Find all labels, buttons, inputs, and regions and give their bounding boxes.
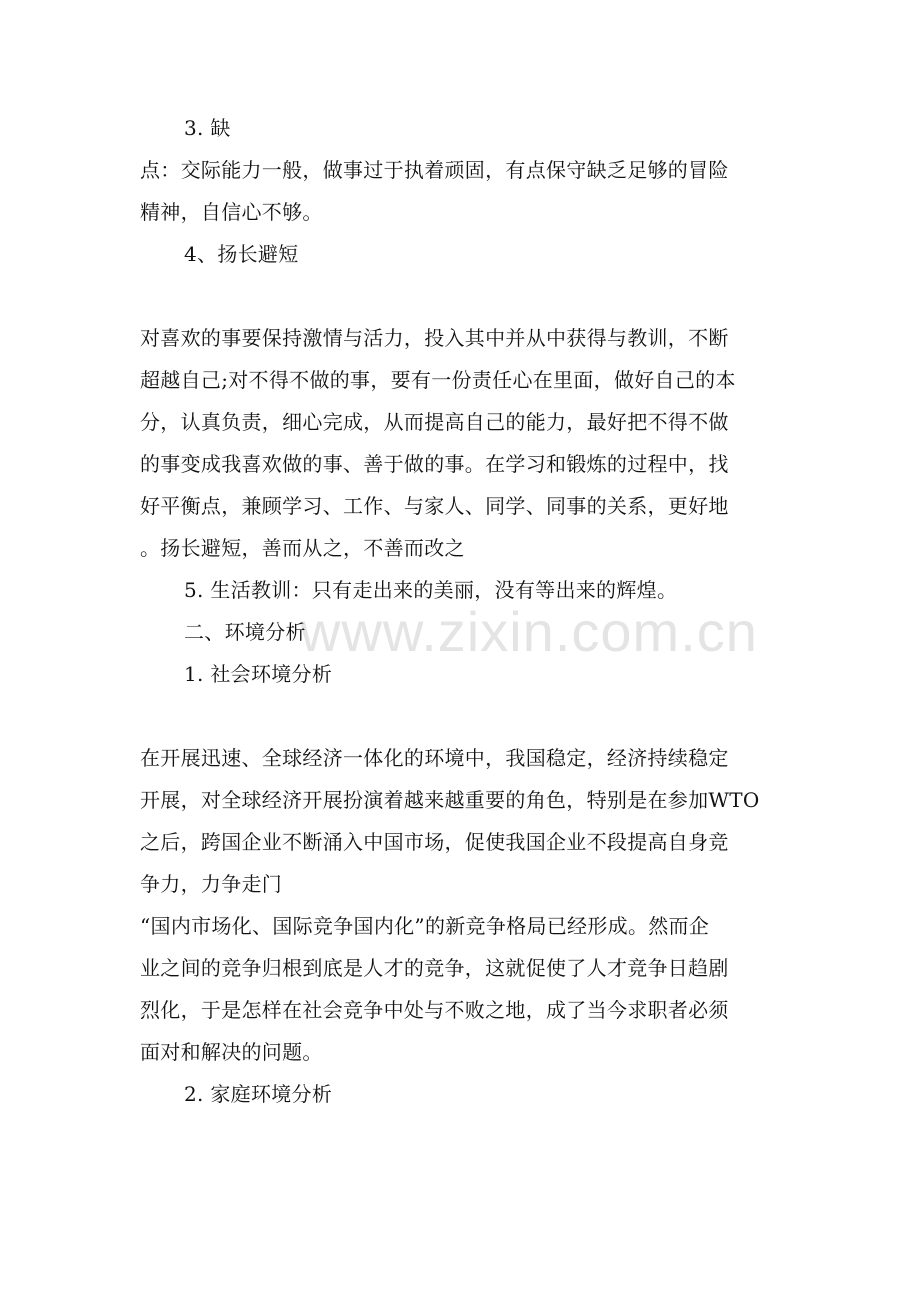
- paragraph-line: 好平衡点，兼顾学习、工作、与家人、同学、同事的关系，更好地: [140, 494, 729, 518]
- paragraph-line: 对喜欢的事要保持激情与活力，投入其中并从中获得与教训，不断: [140, 326, 729, 350]
- paragraph-line: “国内市场化、国际竞争国内化”的新竞争格局已经形成。然而企: [140, 914, 710, 938]
- paragraph-line: 的事变成我喜欢做的事、善于做的事。在学习和锻炼的过程中，找: [140, 452, 729, 476]
- heading-social-environment: 1. 社会环境分析: [184, 662, 333, 686]
- paragraph-line: 争力，力争走门: [140, 872, 283, 896]
- paragraph-line: 精神，自信心不够。: [140, 200, 323, 224]
- heading-weakness: 3. 缺: [184, 116, 231, 140]
- paragraph-line: 。扬长避短，善而从之，不善而改之: [140, 536, 465, 560]
- heading-family-environment: 2. 家庭环境分析: [184, 1082, 333, 1106]
- heading-environment: 二、环境分析: [184, 620, 306, 644]
- paragraph-line: 开展，对全球经济开展扮演着越来越重要的角色，特别是在参加WTO: [140, 788, 760, 812]
- paragraph-line: 点：交际能力一般，做事过于执着顽固，有点保守缺乏足够的冒险: [140, 158, 729, 182]
- watermark: www.zixin.com.cn: [300, 600, 758, 663]
- paragraph-line: 超越自己;对不得不做的事，要有一份责任心在里面，做好自己的本: [140, 368, 736, 392]
- heading-strengths: 4、扬长避短: [184, 242, 299, 266]
- paragraph-line: 在开展迅速、全球经济一体化的环境中，我国稳定，经济持续稳定: [140, 746, 729, 770]
- paragraph-line: 业之间的竞争归根到底是人才的竞争，这就促使了人才竞争日趋剧: [140, 956, 729, 980]
- paragraph-line: 烈化，于是怎样在社会竞争中处与不败之地，成了当今求职者必须: [140, 998, 729, 1022]
- heading-life-lesson: 5. 生活教训：只有走出来的美丽，没有等出来的辉煌。: [184, 578, 678, 602]
- paragraph-line: 面对和解决的问题。: [140, 1040, 323, 1064]
- paragraph-line: 之后，跨国企业不断涌入中国市场，促使我国企业不段提高自身竞: [140, 830, 729, 854]
- paragraph-line: 分，认真负责，细心完成，从而提高自己的能力，最好把不得不做: [140, 410, 729, 434]
